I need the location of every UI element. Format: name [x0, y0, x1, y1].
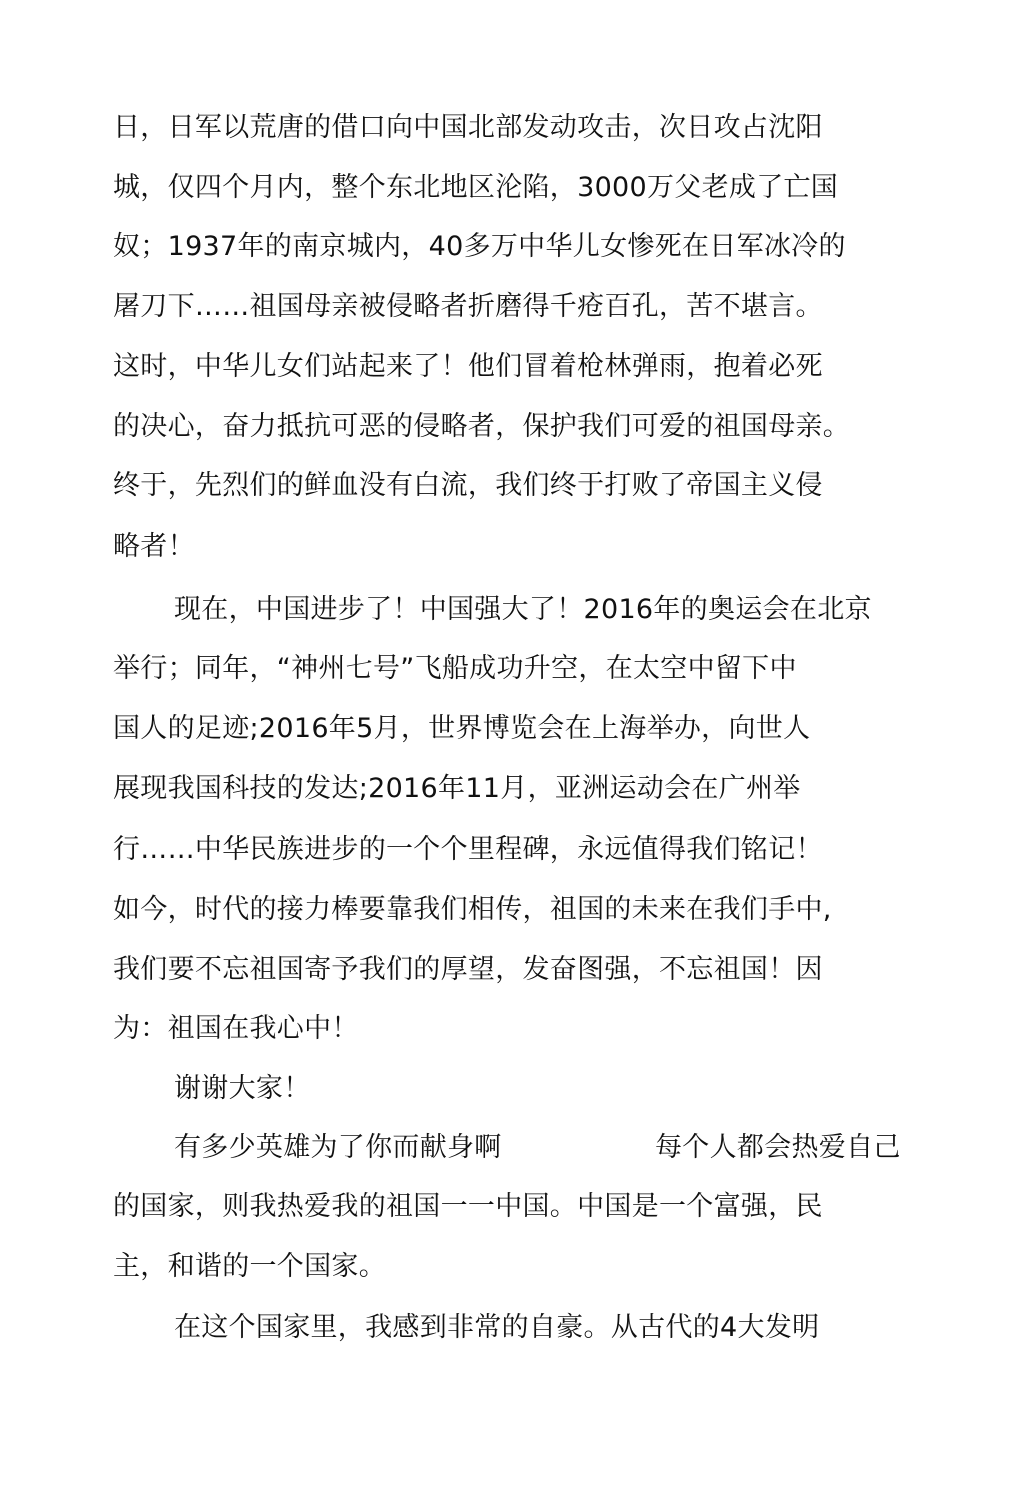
text-line-18b: 每个人都会热爱自己 [655, 1132, 901, 1163]
text-line-5: 这时，中华儿女们站起来了！他们冒着枪林弹雨，抱着必死 [113, 351, 823, 382]
text-line-13: 行……中华民族进步的一个个里程碑，永远值得我们铭记！ [113, 834, 823, 865]
text-line-4: 屠刀下……祖国母亲被侵略者折磨得千疮百孔，苦不堪言。 [113, 291, 823, 322]
text-line-8: 略者！ [113, 531, 195, 562]
text-line-11: 国人的足迹;2016年5月，世界博览会在上海举办，向世人 [113, 713, 811, 744]
text-line-7: 终于，先烈们的鲜血没有白流，我们终于打败了帝国主义侵 [113, 470, 823, 501]
text-line-2: 城，仅四个月内，整个东北地区沦陷，3000万父老成了亡国 [113, 172, 839, 203]
text-line-12: 展现我国科技的发达;2016年11月，亚洲运动会在广州举 [113, 773, 801, 804]
text-line-19: 的国家，则我热爱我的祖国一一中国。中国是一个富强，民 [113, 1191, 823, 1222]
text-line-1: 日，日军以荒唐的借口向中国北部发动攻击，次日攻占沈阳 [113, 112, 823, 143]
text-line-16: 为：祖国在我心中！ [113, 1013, 359, 1044]
text-line-14: 如今，时代的接力棒要靠我们相传，祖国的未来在我们手中, [113, 894, 832, 925]
text-line-18a: 有多少英雄为了你而献身啊 [174, 1132, 502, 1163]
text-line-15: 我们要不忘祖国寄予我们的厚望，发奋图强，不忘祖国！因 [113, 954, 823, 985]
text-line-3: 奴；1937年的南京城内，40多万中华儿女惨死在日军冰冷的 [113, 231, 846, 262]
text-line-6: 的决心，奋力抵抗可恶的侵略者，保护我们可爱的祖国母亲。 [113, 411, 851, 442]
text-line-20: 主，和谐的一个国家。 [113, 1251, 386, 1282]
text-line-9: 现在，中国进步了！中国强大了！2016年的奥运会在北京 [174, 594, 872, 625]
text-line-10: 举行；同年，“神州七号”飞船成功升空，在太空中留下中 [113, 653, 797, 684]
text-line-21: 在这个国家里，我感到非常的自豪。从古代的4大发明 [174, 1312, 820, 1343]
text-line-17: 谢谢大家！ [174, 1073, 311, 1104]
